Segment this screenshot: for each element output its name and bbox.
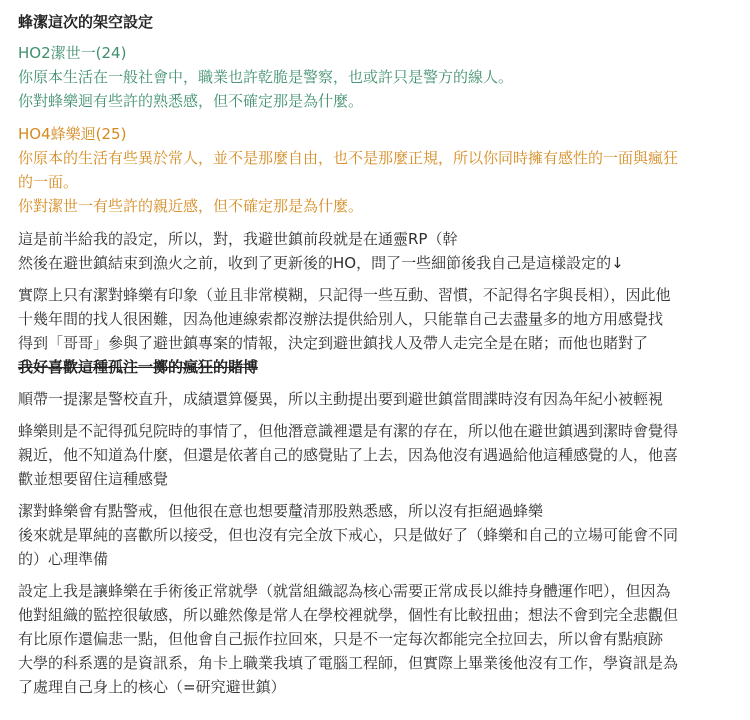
paragraph-line: 他對組織的監控很敏感，所以雖然像是常人在學校裡就學，個性有比較扭曲；想法不會到完全悲觀但 (18, 606, 679, 624)
ho4-line: 你對潔世一有些許的親近感，但不確定那是為什麼。 (18, 197, 364, 215)
paragraph-line: 後來就是單純的喜歡所以接受，但也沒有完全放下戒心，只是做好了（蜂樂和自己的立場可能會不同 (18, 526, 679, 544)
ho2-header: HO2潔世一(24) (18, 44, 127, 62)
paragraph-line: 十幾年間的找人很困難，因為他連線索都沒辦法提供給別人，只能靠自己去盡量多的地方用感覺找 (18, 310, 664, 328)
paragraph (18, 499, 738, 571)
paragraph-line: 設定上我是讓蜂樂在手術後正常就學（就當組織認為核心需要正常成長以維持身體運作吧），但因為 (18, 582, 671, 600)
paragraph-line: 順帶一提潔是警校直升，成績還算優異，所以主動提出要到避世鎮當間諜時沒有因為年紀小被輕視 (18, 390, 664, 408)
paragraph-line: 得到「哥哥」參與了避世鎮專案的情報，決定到避世鎮找人及帶人走完全是在賭；而他也賭對了 (18, 334, 649, 352)
paragraph-line: 歡並想要留住這種感覺 (18, 470, 169, 488)
strikethrough-line: 我好喜歡這種孤注一擲的瘋狂的賭博 (18, 358, 259, 376)
paragraph-line: 有比原作還偏悲一點，但他會自己振作拉回來，只是不一定每次都能完全拉回去，所以會有點痕跡 (18, 630, 664, 648)
paragraph (18, 579, 738, 699)
ho2-line: 你原本生活在一般社會中，職業也許乾脆是警察，也或許只是警方的線人。 (18, 68, 514, 86)
ho4-line: 你原本的生活有些異於常人，並不是那麼自由，也不是那麼正規，所以你同時擁有感性的一面與瘋狂 (18, 149, 679, 167)
ho4-line: 的一面。 (18, 173, 79, 191)
ho4-header: HO4蜂樂迴(25) (18, 125, 127, 143)
paragraph-line: 實際上只有潔對蜂樂有印象（並且非常模糊，只記得一些互動、習慣，不記得名字與長相），因此他 (18, 286, 671, 304)
paragraph-line: 蜂樂則是不記得孤兒院時的事情了，但他潛意識裡還是有潔的存在，所以他在避世鎮遇到潔時會覺得 (18, 422, 679, 440)
paragraph (18, 387, 738, 411)
ho4-section (18, 122, 738, 218)
paragraph-line: 的）心理準備 (18, 550, 109, 568)
paragraph-line: 大學的科系選的是資訊系，角卡上職業我填了電腦工程師，但實際上畢業後他沒有工作，學資訊是為 (18, 654, 679, 672)
paragraph-line: 親近，他不知道為什麼，但還是依著自己的感覺貼了上去，因為他沒有遇過給他這種感覺的人，他喜 (18, 446, 679, 464)
paragraph-line: 潔對蜂樂會有點警戒，但他很在意也想要釐清那股熟悉感，所以沒有拒絕過蜂樂 (18, 502, 544, 520)
paragraph-line: 這是前半給我的設定，所以，對，我避世鎮前段就是在通靈RP（幹 (18, 230, 458, 248)
paragraph (18, 419, 738, 491)
paragraph-line: 然後在避世鎮結束到漁火之前，收到了更新後的HO，問了一些細節後我自己是這樣設定的↓ (18, 254, 624, 272)
ho2-section (18, 41, 738, 113)
paragraph (18, 283, 738, 379)
page-title: 蜂潔這次的架空設定 (18, 13, 154, 31)
ho2-line: 你對蜂樂迴有些許的熟悉感，但不確定那是為什麼。 (18, 92, 364, 110)
paragraph (18, 227, 738, 275)
paragraph-line: 了處理自己身上的核心（=研究避世鎮） (18, 678, 286, 696)
